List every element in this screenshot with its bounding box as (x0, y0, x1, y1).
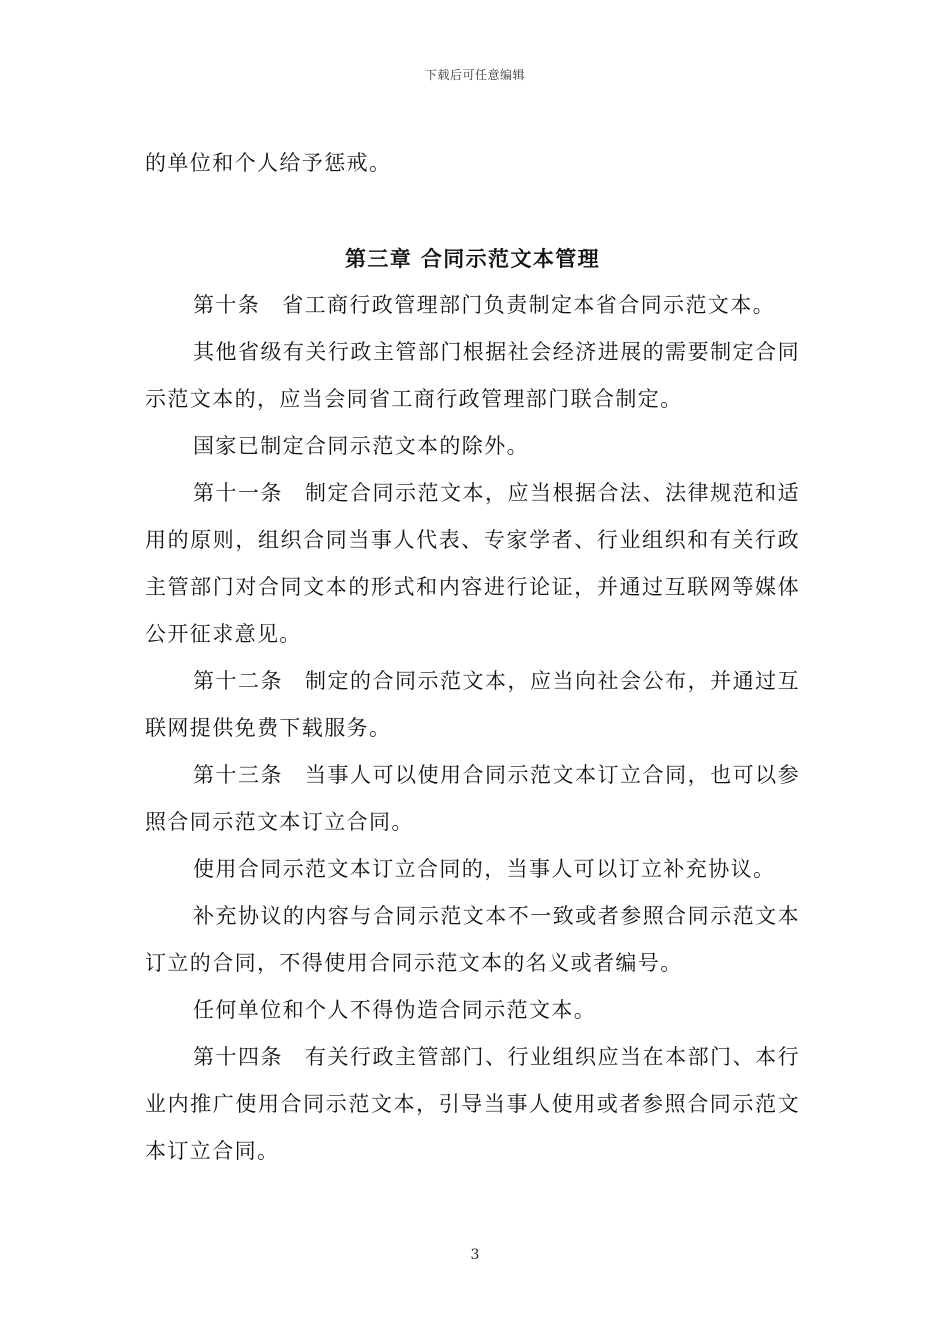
paragraph: 补充协议的内容与合同示范文本不一致或者参照合同示范文本订立的合同，不得使用合同示范文本的名义或者编号。 (145, 904, 800, 975)
article-11 (145, 470, 800, 658)
article-text: 当事人可以使用合同示范文本订立合同，也可以参照合同示范文本订立合同。 (145, 763, 800, 834)
article-label: 第十二条 (193, 669, 284, 693)
document-body (145, 140, 800, 1175)
paragraph: 国家已制定合同示范文本的除外。 (193, 434, 529, 458)
article-10 (145, 282, 800, 329)
paragraph: 使用合同示范文本订立合同的，当事人可以订立补充协议。 (193, 857, 776, 881)
article-12 (145, 658, 800, 752)
section-gap (145, 187, 800, 235)
article-label: 第十条 (193, 293, 261, 317)
article-label: 第十四条 (193, 1045, 284, 1069)
article-text: 制定的合同示范文本，应当向社会公布，并通过互联网提供免费下载服务。 (145, 669, 800, 740)
article-text: 有关行政主管部门、行业组织应当在本部门、本行业内推广使用合同示范文本，引导当事人使用或者参照合同示范文本订立合同。 (145, 1045, 800, 1163)
paragraph-continuation: 的单位和个人给予惩戒。 (145, 151, 392, 175)
article-text: 省工商行政管理部门负责制定本省合同示范文本。 (282, 293, 776, 317)
paragraph: 其他省级有关行政主管部门根据社会经济进展的需要制定合同示范文本的，应当会同省工商行政管理部门联合制定。 (145, 340, 800, 411)
article-label: 第十三条 (193, 763, 284, 787)
article-text: 制定合同示范文本，应当根据合法、法律规范和适用的原则，组织合同当事人代表、专家学者、行业组织和有关行政主管部门对合同文本的形式和内容进行论证，并通过互联网等媒体公开征求意见。 (145, 481, 800, 646)
article-label: 第十一条 (193, 481, 284, 505)
page-header: 下载后可任意编辑 (424, 68, 525, 82)
page-number: 3 (470, 1247, 480, 1263)
article-13 (145, 752, 800, 846)
article-14 (145, 1034, 800, 1175)
paragraph: 任何单位和个人不得伪造合同示范文本。 (193, 998, 597, 1022)
chapter-heading: 第三章 合同示范文本管理 (344, 246, 601, 271)
